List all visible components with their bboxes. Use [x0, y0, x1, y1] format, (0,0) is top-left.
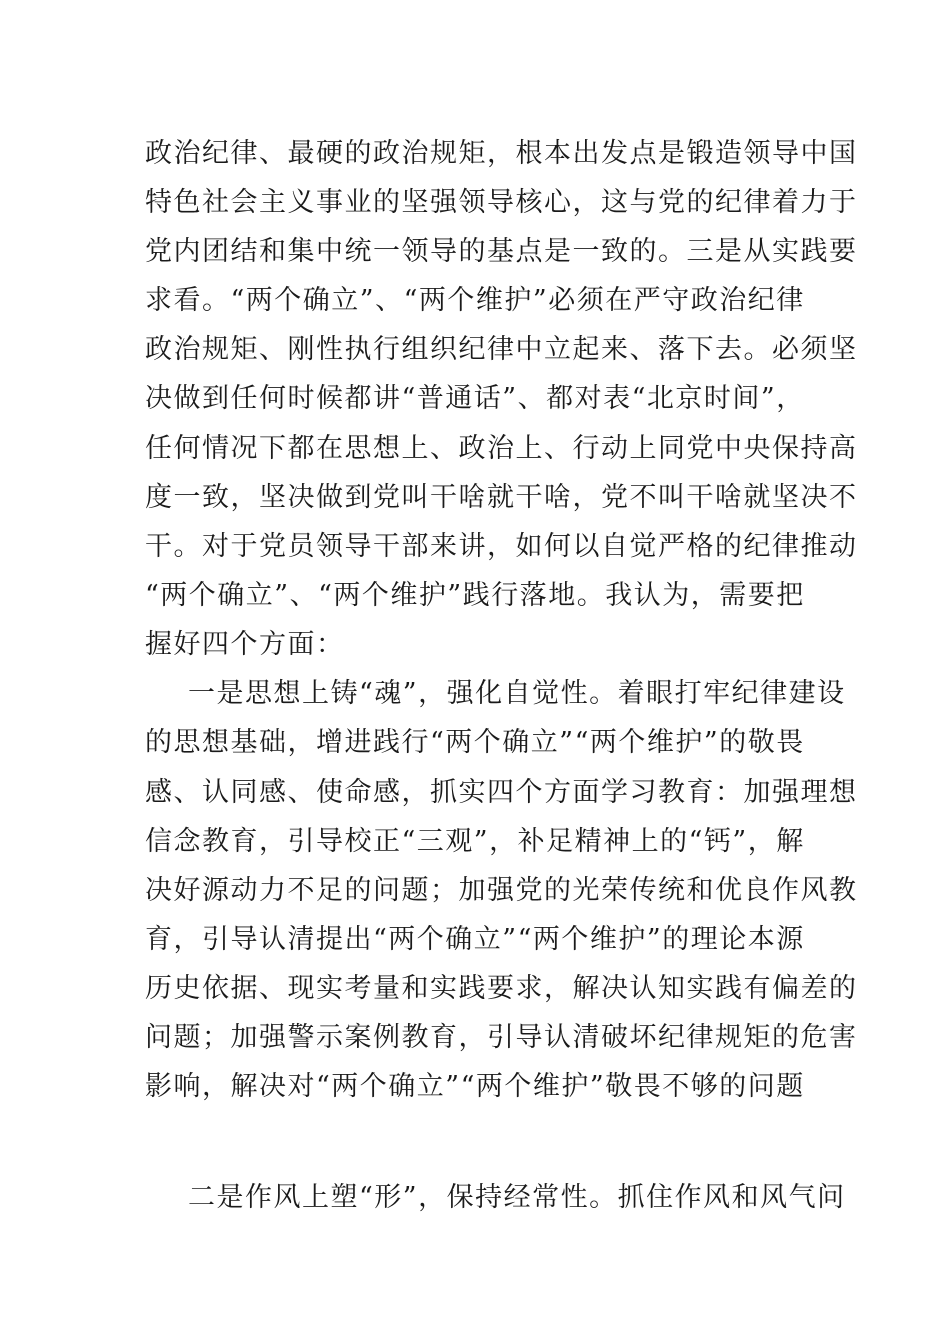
paragraph-start-line: 二是作风上塑“形”，保持经常性。抓住作风和风气问 — [188, 1182, 846, 1213]
text-line: 干。对于党员领导干部来讲，如何以自觉严格的纪律推动 — [145, 531, 858, 562]
text-line: 握好四个方面： — [145, 629, 345, 660]
text-line: 感、认同感、使命感，抓实四个方面学习教育：加强理想 — [145, 777, 858, 808]
text-line: “两个确立”、“两个维护”践行落地。我认为，需要把 — [145, 580, 805, 611]
text-line: 特色社会主义事业的坚强领导核心，这与党的纪律着力于 — [145, 187, 858, 218]
text-line: 决做到任何时候都讲“普通话”、都对表“北京时间”， — [145, 383, 805, 414]
text-line: 政治纪律、最硬的政治规矩，根本出发点是锻造领导中国 — [145, 138, 858, 169]
text-line: 育，引导认清提出“两个确立”“两个维护”的理论本源 — [145, 924, 805, 955]
text-line: 影响，解决对“两个确立”“两个维护”敬畏不够的问题 — [145, 1071, 805, 1102]
text-line: 历史依据、现实考量和实践要求，解决认知实践有偏差的 — [145, 973, 858, 1004]
text-line: 求看。“两个确立”、“两个维护”必须在严守政治纪律 — [145, 285, 805, 316]
text-line: 决好源动力不足的问题；加强党的光荣传统和优良作风教 — [145, 875, 858, 906]
text-line: 政治规矩、刚性执行组织纪律中立起来、落下去。必须坚 — [145, 334, 858, 365]
text-line: 党内团结和集中统一领导的基点是一致的。三是从实践要 — [145, 236, 858, 267]
text-line: 信念教育，引导校正“三观”，补足精神上的“钙”，解 — [145, 826, 805, 857]
text-line: 任何情况下都在思想上、政治上、行动上同党中央保持高 — [145, 433, 858, 464]
text-line: 度一致，坚决做到党叫干啥就干啥，党不叫干啥就坚决不 — [145, 482, 858, 513]
paragraph-start-line: 一是思想上铸“魂”，强化自觉性。着眼打牢纪律建设 — [188, 678, 846, 709]
text-line: 问题；加强警示案例教育，引导认清破坏纪律规矩的危害 — [145, 1022, 858, 1053]
text-line: 的思想基础，增进践行“两个确立”“两个维护”的敬畏 — [145, 727, 805, 758]
